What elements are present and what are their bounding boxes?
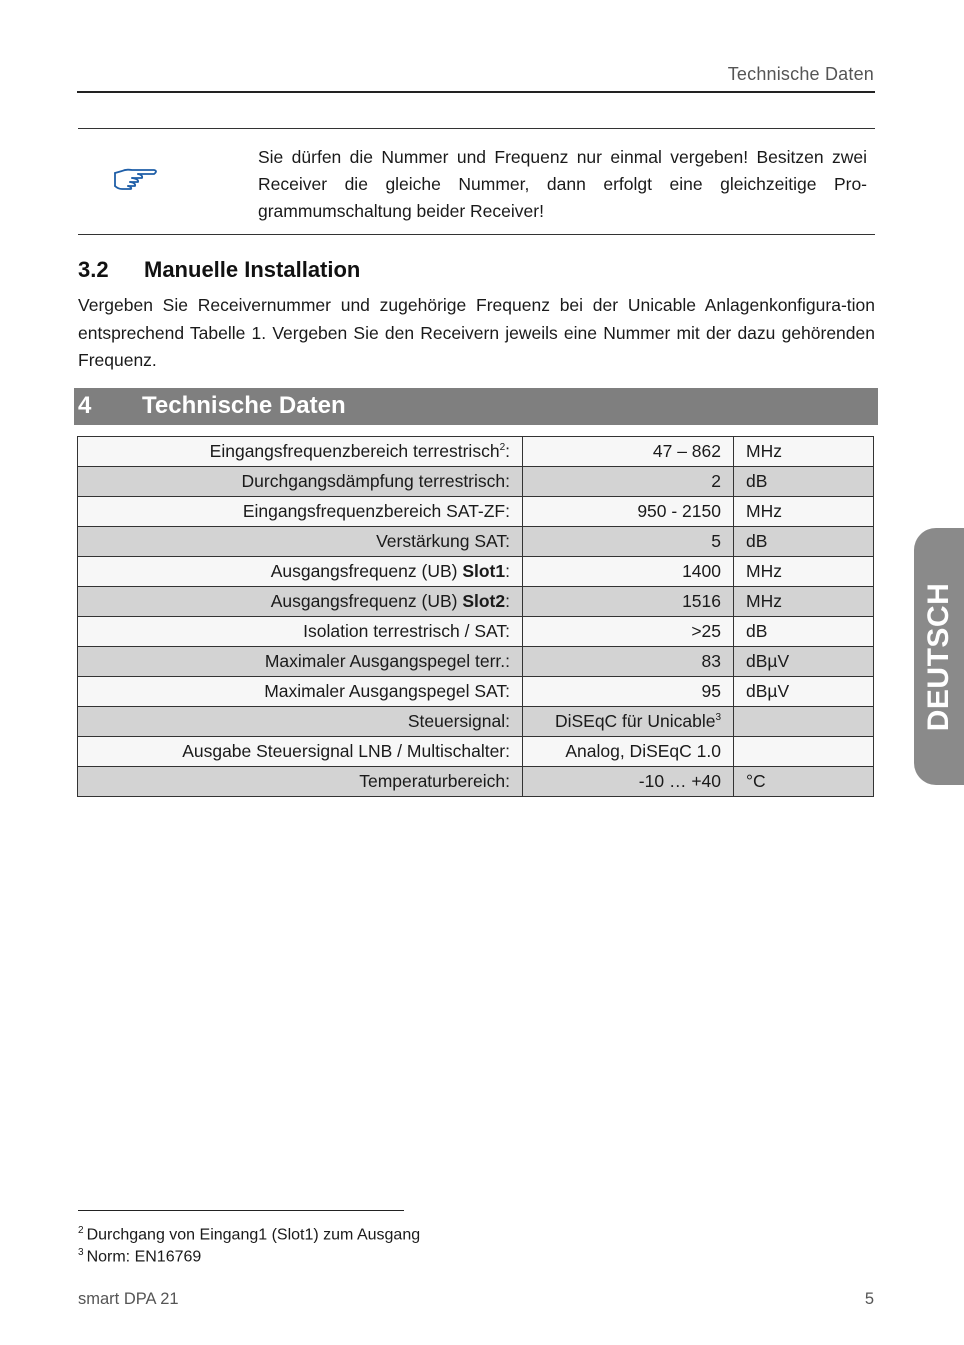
header-rule [77, 91, 875, 93]
pointing-hand-icon [112, 165, 162, 195]
footnote-rule [78, 1210, 404, 1211]
spec-label: Durchgangsdämpfung terrestrisch: [78, 467, 523, 497]
spec-unit: °C [734, 767, 874, 797]
spec-label: Temperaturbereich: [78, 767, 523, 797]
spec-unit: dB [734, 527, 874, 557]
spec-table [77, 436, 874, 797]
spec-value: -10 … +40 [523, 767, 734, 797]
note-box [78, 128, 875, 235]
table-row [78, 617, 874, 647]
spec-unit: dBµV [734, 677, 874, 707]
table-row [78, 497, 874, 527]
spec-label: Steuersignal: [78, 707, 523, 737]
table-row [78, 527, 874, 557]
spec-unit: MHz [734, 437, 874, 467]
chapter-heading-bar [74, 388, 878, 425]
table-row [78, 557, 874, 587]
spec-label: Eingangsfrequenzbereich SAT-ZF: [78, 497, 523, 527]
spec-unit: MHz [734, 497, 874, 527]
spec-value: 950 - 2150 [523, 497, 734, 527]
spec-value: 1516 [523, 587, 734, 617]
section-body: Vergeben Sie Receivernummer und zugehörige Frequenz bei der Unicable Anlagenkonfigura-tion entsprechend Tabelle 1. Vergeben Sie den Receivern jeweils eine Nummer mit der dazu gehörenden Frequenz. [78, 295, 875, 370]
spec-value: 2 [523, 467, 734, 497]
chapter-number: 4 [78, 392, 92, 419]
spec-value: 1400 [523, 557, 734, 587]
spec-value: 83 [523, 647, 734, 677]
spec-label: Eingangsfrequenzbereich terrestrisch$^2$: [78, 437, 523, 467]
spec-value: 5 [523, 527, 734, 557]
spec-value: Analog, DiSEqC 1.0 [523, 737, 734, 767]
spec-label: Ausgangsfrequenz (UB) Slot2: [78, 587, 523, 617]
spec-unit [734, 707, 874, 737]
spec-value: DiSEqC für Unicable$^3$ [523, 707, 734, 737]
note-text: Sie dürfen die Nummer und Frequenz nur einmal vergeben! Besitzen zwei Receiver die gleiche Nummer, dann erfolgt eine gleichzeitige Pro-grammumschaltung beider Receiver! [258, 147, 867, 221]
spec-value: 47 – 862 [523, 437, 734, 467]
table-row [78, 767, 874, 797]
footnote-text: Durchgang von Eingang1 (Slot1) zum Ausgang [86, 1226, 421, 1244]
table-row [78, 647, 874, 677]
section-title: Manuelle Installation [144, 257, 361, 282]
spec-unit: MHz [734, 587, 874, 617]
footnote-mark: 2 [78, 1225, 84, 1236]
language-tab-label: DEUTSCH [922, 582, 955, 731]
spec-label: Maximaler Ausgangspegel terr.: [78, 647, 523, 677]
footnote-mark: 3 [78, 1247, 84, 1258]
spec-label: Isolation terrestrisch / SAT: [78, 617, 523, 647]
spec-label: Verstärkung SAT: [78, 527, 523, 557]
table-row [78, 737, 874, 767]
spec-unit [734, 737, 874, 767]
chapter-title: Technische Daten [142, 392, 346, 419]
table-row [78, 707, 874, 737]
language-tab [914, 528, 964, 785]
spec-label: Ausgangsfrequenz (UB) Slot1: [78, 557, 523, 587]
running-header-title: Technische Daten [727, 64, 874, 84]
footer-product: smart DPA 21 [78, 1290, 179, 1308]
section-number: 3.2 [78, 257, 109, 282]
footnote-text: Norm: EN16769 [86, 1248, 202, 1266]
spec-unit: dB [734, 617, 874, 647]
table-row [78, 677, 874, 707]
spec-label: Maximaler Ausgangspegel SAT: [78, 677, 523, 707]
section-heading [78, 257, 360, 283]
spec-label: Ausgabe Steuersignal LNB / Multischalter: [78, 737, 523, 767]
table-row [78, 437, 874, 467]
spec-unit: dBµV [734, 647, 874, 677]
spec-unit: dB [734, 467, 874, 497]
footer-page-number: 5 [864, 1290, 874, 1308]
table-row [78, 587, 874, 617]
table-row [78, 467, 874, 497]
footnote-2 [78, 1225, 420, 1244]
footnote-3 [78, 1247, 201, 1266]
spec-unit: MHz [734, 557, 874, 587]
spec-value: 95 [523, 677, 734, 707]
spec-value: >25 [523, 617, 734, 647]
